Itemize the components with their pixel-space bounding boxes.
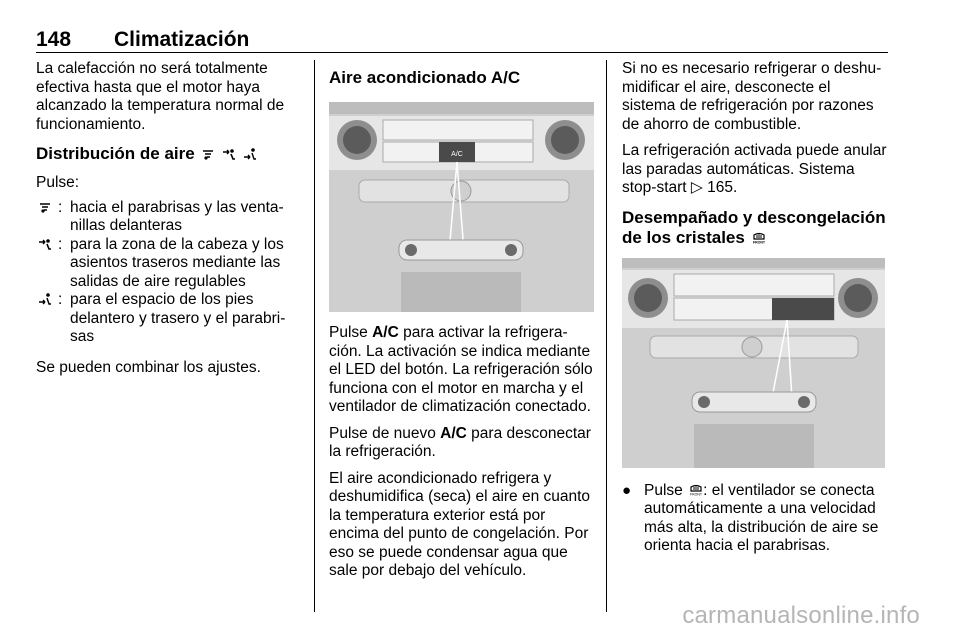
list-item-text: hacia el parabrisas y las ventanillas delanteras (70, 198, 284, 234)
front-defrost-icon (752, 232, 766, 244)
column-right (622, 60, 888, 556)
ac-button-ref: A/C (440, 424, 467, 442)
list-item: : para el espacio de los pies delantero y trasero y el parabrisas (36, 291, 298, 347)
defrost-bullet (622, 482, 888, 556)
heading-text: Distribución de aire (36, 144, 195, 163)
defrost-panel-illustration (622, 258, 885, 468)
svg-text:FRONT: FRONT (690, 492, 703, 496)
page-number: 148 (36, 28, 72, 51)
air-distribution-list (36, 199, 298, 347)
page-header (36, 20, 888, 53)
air-feet-icon (243, 148, 257, 160)
ac-paragraph-1: Pulse A/C para activar la refrigeración. La activación se indica mediante el LED del botón. La refrigeración sólo funciona con el motor en marcha y el ventilador de climatización conectado. (329, 324, 593, 415)
front-defrost-icon (689, 484, 703, 496)
energy-paragraph: Si no es necesario refrigerar o deshumidificar el aire, desconecte el sistema de refrigeración por razones de ahorro de combustible. (622, 60, 882, 133)
column-divider (606, 60, 607, 612)
column-divider (314, 60, 315, 612)
ac-paragraph-3: El aire acondicionado refrigera y deshumidifica (seca) el aire en cuanto la temperatura exterior está por encima del punto de congelación. Por eso se puede condensar agua que sale por debajo del vehículo. (329, 469, 591, 579)
air-windscreen-icon (201, 148, 215, 160)
column-middle (329, 60, 594, 589)
combine-note: Se pueden combinar los ajustes. (36, 358, 261, 376)
column-left (36, 60, 298, 385)
ac-paragraph-2: Pulse de nuevo A/C para desconectar la refrigeración. (329, 424, 591, 460)
defrost-bullet-text: Pulse FRONT : el ventilador se conecta automáticamente a una velocidad más alta, la distribución de aire se orienta hacia el parabrisas. (644, 481, 879, 554)
climate-panel-photo-defrost (622, 258, 885, 468)
page-title: Climatización (114, 28, 250, 51)
watermark: carmanualsonline.info (682, 602, 920, 629)
list-item-text: para la zona de la cabeza y los asientos traseros mediante las salidas de aire regulables (70, 235, 284, 290)
air-head-icon (38, 238, 52, 250)
page-ref[interactable]: 165 (707, 179, 734, 196)
climate-panel-illustration (329, 102, 594, 312)
list-item-text: para el espacio de los pies delantero y trasero y el parabrisas (70, 291, 286, 345)
air-windscreen-icon (38, 201, 52, 213)
section-heading-air-distribution (36, 144, 298, 164)
stop-start-paragraph: La refrigeración activada puede anular las paradas automáticas. Sistema stop-start ▷ 165. (622, 142, 887, 196)
pulse-label: Pulse: (36, 174, 80, 191)
svg-text:FRONT: FRONT (752, 240, 765, 244)
section-heading-ac: Aire acondicionado A/C (329, 68, 521, 87)
section-heading-defrost: Desempañado y descongelación de los cristales FRONT (622, 207, 886, 247)
photo-ac-button-label: A/C (451, 151, 463, 158)
air-feet-icon (38, 293, 52, 305)
list-item: : hacia el parabrisas y las ventanillas delanteras (36, 199, 298, 236)
bullet-icon: ● (622, 481, 632, 499)
ac-button-ref: A/C (372, 324, 399, 341)
intro-paragraph: La calefacción no será totalmente efectiva hasta que el motor haya alcanzado la temperatura normal de funcionamiento. (36, 60, 285, 133)
air-head-icon (222, 148, 236, 160)
list-item: : para la zona de la cabeza y los asientos traseros mediante las salidas de aire regulables (36, 236, 298, 292)
page-ref-arrow-icon: ▷ (690, 179, 708, 196)
climate-panel-photo-ac (329, 102, 594, 312)
